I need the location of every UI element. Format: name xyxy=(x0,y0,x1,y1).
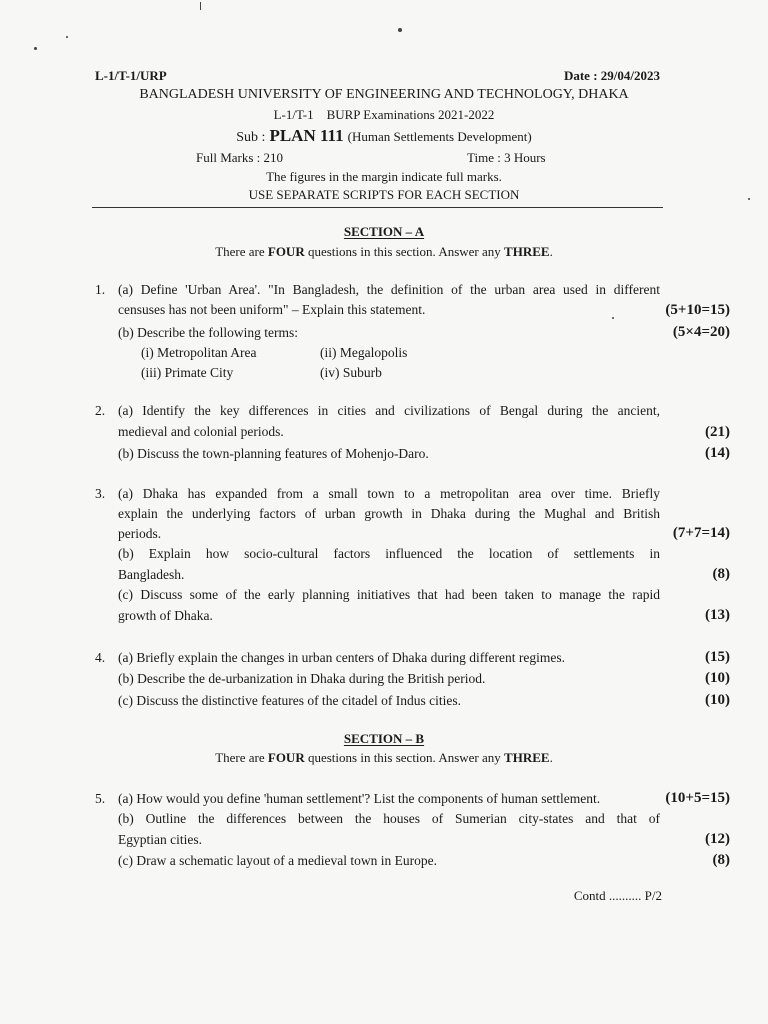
question-text: growth of Dhaka. xyxy=(118,608,213,623)
marks: (10+5=15) xyxy=(665,790,730,806)
question-number: 2. xyxy=(95,403,106,418)
course-code: PLAN 111 xyxy=(269,126,344,145)
course-name: (Human Settlements Development) xyxy=(347,129,532,144)
scan-speck xyxy=(34,47,37,50)
marks: (10) xyxy=(705,692,730,708)
section-b-title: SECTION – B xyxy=(343,731,425,746)
question-text: explain the underlying factors of urban growth in Dhaka during the Mughal and British xyxy=(118,506,660,521)
exam-name: L-1/T-1 BURP Examinations 2021-2022 xyxy=(273,107,495,122)
marks: (14) xyxy=(705,445,730,461)
question-text: (a) Define 'Urban Area'. "In Bangladesh, the definition of the urban area used in different xyxy=(118,282,660,297)
exam-time: Time : 3 Hours xyxy=(467,150,546,165)
question-text: (a) Identify the key differences in cities and civilizations of Bengal during the ancient, xyxy=(118,403,660,418)
term-item: (ii) Megalopolis xyxy=(320,345,408,360)
question-number: 4. xyxy=(95,650,106,665)
full-marks: Full Marks : 210 xyxy=(196,150,284,165)
scan-speck xyxy=(612,317,614,319)
exam-date: Date : 29/04/2023 xyxy=(563,68,660,83)
term-item: (iv) Suburb xyxy=(320,365,382,380)
marks: (21) xyxy=(705,424,730,440)
sub-label: Sub : xyxy=(236,130,266,145)
course-line xyxy=(0,126,768,146)
margin-note: The figures in the margin indicate full marks. xyxy=(266,169,502,184)
university-name: BANGLADESH UNIVERSITY OF ENGINEERING AND TECHNOLOGY, DHAKA xyxy=(139,87,629,102)
marks: (7+7=14) xyxy=(672,525,730,541)
marks: (13) xyxy=(705,607,730,623)
continued-note: Contd .......... P/2 xyxy=(573,888,662,903)
question-number: 5. xyxy=(95,791,106,806)
marks: (8) xyxy=(712,852,730,868)
section-b-instructions: There are FOUR questions in this section. Answer any THREE. xyxy=(215,750,553,765)
scan-speck xyxy=(66,36,68,38)
marks: (8) xyxy=(712,566,730,582)
term-item: (iii) Primate City xyxy=(141,365,234,380)
marks: (5+10=15) xyxy=(665,302,730,318)
marks: (12) xyxy=(705,831,730,847)
marks: (10) xyxy=(705,670,730,686)
marks: (15) xyxy=(705,649,730,665)
question-text: periods. xyxy=(118,526,162,541)
question-text: Egyptian cities. xyxy=(118,832,202,847)
question-text: (b) Explain how socio-cultural factors influenced the location of settlements in xyxy=(118,546,660,561)
question-text: (b) Describe the following terms: xyxy=(118,325,298,340)
marks: (5×4=20) xyxy=(672,324,730,340)
question-text: Bangladesh. xyxy=(118,567,185,582)
question-text: (c) Discuss the distinctive features of the citadel of Indus cities. xyxy=(118,693,462,708)
term-item: (i) Metropolitan Area xyxy=(141,345,257,360)
question-text: medieval and colonial periods. xyxy=(118,424,284,439)
question-text: censuses has not been uniform" – Explain this statement. xyxy=(118,302,426,317)
question-text: (b) Discuss the town-planning features of Mohenjo-Daro. xyxy=(118,446,429,461)
question-text: (c) Draw a schematic layout of a medieval town in Europe. xyxy=(118,853,438,868)
question-text: (b) Outline the differences between the houses of Sumerian city-states and that of xyxy=(118,811,660,826)
question-number: 3. xyxy=(95,486,106,501)
question-text: (b) Describe the de-urbanization in Dhaka during the British period. xyxy=(118,671,486,686)
exam-code: L-1/T-1/URP xyxy=(95,68,167,83)
scripts-note: USE SEPARATE SCRIPTS FOR EACH SECTION xyxy=(248,187,520,202)
scan-speck xyxy=(398,28,402,32)
question-text: (a) Briefly explain the changes in urban centers of Dhaka during different regimes. xyxy=(118,650,565,665)
section-a-instructions: There are FOUR questions in this section. Answer any THREE. xyxy=(215,244,553,259)
scan-speck xyxy=(200,2,201,10)
header-divider xyxy=(92,207,663,208)
question-text: (a) Dhaka has expanded from a small town to a metropolitan area over time. Briefly xyxy=(118,486,660,501)
question-text: (a) How would you define 'human settlement'? List the components of human settlement. xyxy=(118,791,601,806)
question-number: 1. xyxy=(95,282,106,297)
section-a-title: SECTION – A xyxy=(343,224,425,239)
question-text: (c) Discuss some of the early planning initiatives that had been taken to manage the rapid xyxy=(118,587,660,602)
